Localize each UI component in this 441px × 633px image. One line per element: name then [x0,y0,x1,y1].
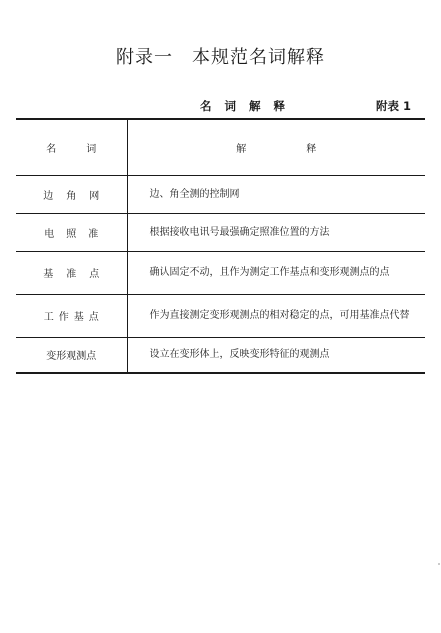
table-header-row [16,119,425,175]
terms-table [16,118,425,374]
term-text: 变形观测点 [46,351,97,363]
term-cell [16,213,127,251]
appendix-title: 附录一 本规范名词解释 [116,47,325,68]
explanation-cell: 根据接收电讯号最强确定照准位置的方法 [127,213,425,251]
table-row [16,251,425,294]
table-number: 附表 1 [375,99,411,113]
term-cell [16,294,127,337]
explanation-cell: 作为直接测定变形观测点的相对稳定的点，可用基准点代替 [127,294,425,337]
table-row [16,294,425,337]
table-subheading: 名词解释 [200,99,298,113]
table-row [16,213,425,251]
term-cell [16,175,127,213]
scan-speck [438,563,440,565]
term-text: 边角网 [43,190,113,202]
table-row [16,175,425,213]
term-cell [16,251,127,294]
column-header-term [16,119,127,175]
explanation-cell: 确认固定不动，且作为测定工作基点和变形观测点的点 [127,251,425,294]
explanation-cell: 边、角全测的控制网 [127,175,425,213]
explanation-cell: 设立在变形体上，反映变形特征的观测点 [127,337,425,373]
table-row [16,337,425,373]
column-header-explanation-label: 解释 [236,143,377,155]
column-header-explanation [127,119,425,175]
term-text: 电照准 [44,228,111,240]
term-cell [16,337,127,373]
term-text: 基准点 [43,269,113,280]
term-text: 工作基点 [43,312,104,323]
column-header-term-label: 名词 [46,143,127,155]
